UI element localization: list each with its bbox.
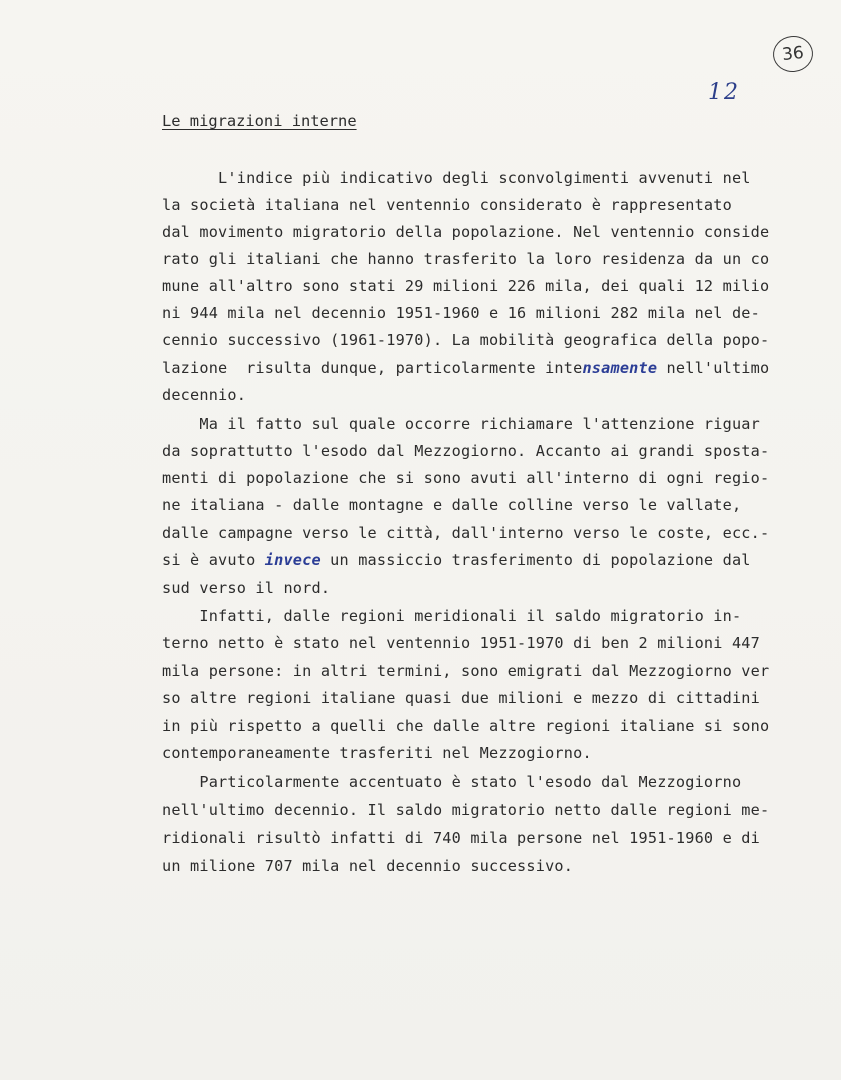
text-line (162, 358, 812, 378)
text-line: Particolarmente accentuato è stato l'esodo dal Mezzogiorno (162, 773, 742, 791)
text-line: Ma il fatto sul quale occorre richiamare l'attenzione riguar (162, 415, 760, 433)
text-line-end: nell'ultimo (657, 359, 770, 377)
text-line: rato gli italiani che hanno trasferito la loro residenza da un co (162, 250, 770, 268)
text-line-end: un massiccio trasferimento di popolazione dal (320, 551, 751, 569)
text-line: da soprattutto l'esodo dal Mezzogiorno. Accanto ai grandi sposta- (162, 442, 770, 460)
section-title: Le migrazioni interne (162, 112, 357, 130)
text-line-start: si è avuto (162, 551, 265, 569)
handwritten-page-number: 12 (708, 80, 740, 105)
text-line: nell'ultimo decennio. Il saldo migratorio netto dalle regioni me- (162, 801, 770, 819)
page-number-stamp-text: 36 (781, 42, 805, 66)
overtyped-correction: invece (264, 551, 321, 569)
text-line: Infatti, dalle regioni meridionali il saldo migratorio in- (162, 607, 742, 625)
text-line: L'indice più indicativo degli sconvolgimenti avvenuti nel (162, 169, 751, 187)
text-line: terno netto è stato nel ventennio 1951-1970 di ben 2 milioni 447 (162, 634, 760, 652)
text-line: ridionali risultò infatti di 740 mila persone nel 1951-1960 e di (162, 829, 760, 847)
text-line: dal movimento migratorio della popolazione. Nel ventennio conside (162, 223, 770, 241)
text-line (162, 550, 812, 570)
text-line: menti di popolazione che si sono avuti all'interno di ogni regio- (162, 469, 770, 487)
text-line: la società italiana nel ventennio considerato è rappresentato (162, 196, 732, 214)
text-line: cennio successivo (1961-1970). La mobilità geografica della popo- (162, 331, 770, 349)
text-line: ni 944 mila nel decennio 1951-1960 e 16 milioni 282 mila nel de- (162, 304, 760, 322)
text-line: so altre regioni italiane quasi due milioni e mezzo di cittadini (162, 689, 760, 707)
text-line: contemporaneamente trasferiti nel Mezzogiorno. (162, 744, 592, 762)
overtyped-correction: nsamente (582, 359, 658, 377)
text-line: dalle campagne verso le città, dall'interno verso le coste, ecc.- (162, 524, 770, 542)
text-line-start: lazione risulta dunque, particolarmente inte (162, 359, 583, 377)
text-line: ne italiana - dalle montagne e dalle colline verso le vallate, (162, 496, 742, 514)
text-line: decennio. (162, 386, 247, 404)
page-number-stamp (771, 34, 815, 74)
text-line: sud verso il nord. (162, 579, 331, 597)
text-line: in più rispetto a quelli che dalle altre regioni italiane si sono (162, 717, 770, 735)
text-line: mila persone: in altri termini, sono emigrati dal Mezzogiorno ver (162, 662, 770, 680)
text-line: mune all'altro sono stati 29 milioni 226 mila, dei quali 12 milio (162, 277, 770, 295)
text-line: un milione 707 mila nel decennio successivo. (162, 857, 574, 875)
